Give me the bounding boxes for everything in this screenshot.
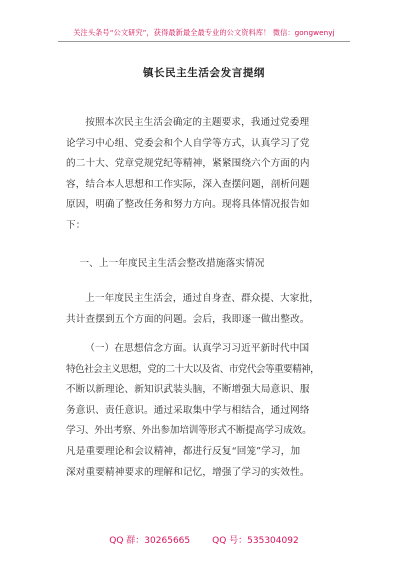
- paragraph-line: 学习、外出考察、外出参加培训等形式不断提高学习成效。: [66, 425, 312, 437]
- section-heading-1: [66, 254, 346, 275]
- paragraph-line: （一）在思想信念方面。认真学习习近平新时代中国: [85, 343, 310, 354]
- paragraph-ideology: [66, 339, 346, 483]
- paragraph-line: 容，结合本人思想和工作实际，深入查摆问题，剖析问题: [66, 178, 310, 190]
- paragraph-line: 务意识、责任意识。通过采取集中学与相结合，通过网络: [66, 404, 310, 416]
- paragraph-previous-year: [66, 289, 346, 330]
- footer-qq-number: QQ 号：535304092: [212, 536, 299, 546]
- paragraph-line: 共计查摆到五个方面的问题。会后，我即逐一做出整改。: [66, 313, 310, 325]
- paragraph-line: 的二十大、党章党规党纪等精神，紧紧围绕六个方面的内: [66, 158, 310, 170]
- paragraph-line: 深对重要精神要求的理解和记忆，增强了学习的实效性。: [66, 466, 310, 478]
- section-heading-text: 一、上一年度民主生活会整改措施落实情况: [79, 258, 265, 269]
- paragraph-line: 上一年度民主生活会，通过自身查、群众提、大家批，: [85, 293, 320, 304]
- paragraph-intro: [66, 113, 346, 237]
- paragraph-line: 原因，明确了整改任务和努力方向。现将具体情况报告如: [66, 199, 310, 211]
- header-divider: [58, 41, 350, 42]
- paragraph-line: 凡是重要理论和会议精神，都进行反复“回笼”学习，加: [66, 445, 301, 457]
- paragraph-line: 不断以新理论、新知识武装头脑，不断增强大局意识、服: [66, 384, 310, 396]
- header-banner: 关注头条号“公文研究”，获得最新最全最专业的公文资料库！ 微信：gongwenyj: [73, 28, 335, 37]
- document-title: 镇长民主生活会发言提纲: [142, 67, 266, 79]
- paragraph-line: 下：: [66, 219, 86, 231]
- paragraph-line: 特色社会主义思想，党的二十大以及省、市党代会等重要精神，: [66, 363, 320, 375]
- footer-qq-group: QQ 群：30265665: [109, 536, 191, 546]
- paragraph-line: 论学习中心组、党委会和个人自学等方式，认真学习了党: [66, 137, 310, 149]
- footer-contact: [0, 533, 408, 546]
- paragraph-line: 按照本次民主生活会确定的主题要求，我通过党委理: [85, 117, 310, 128]
